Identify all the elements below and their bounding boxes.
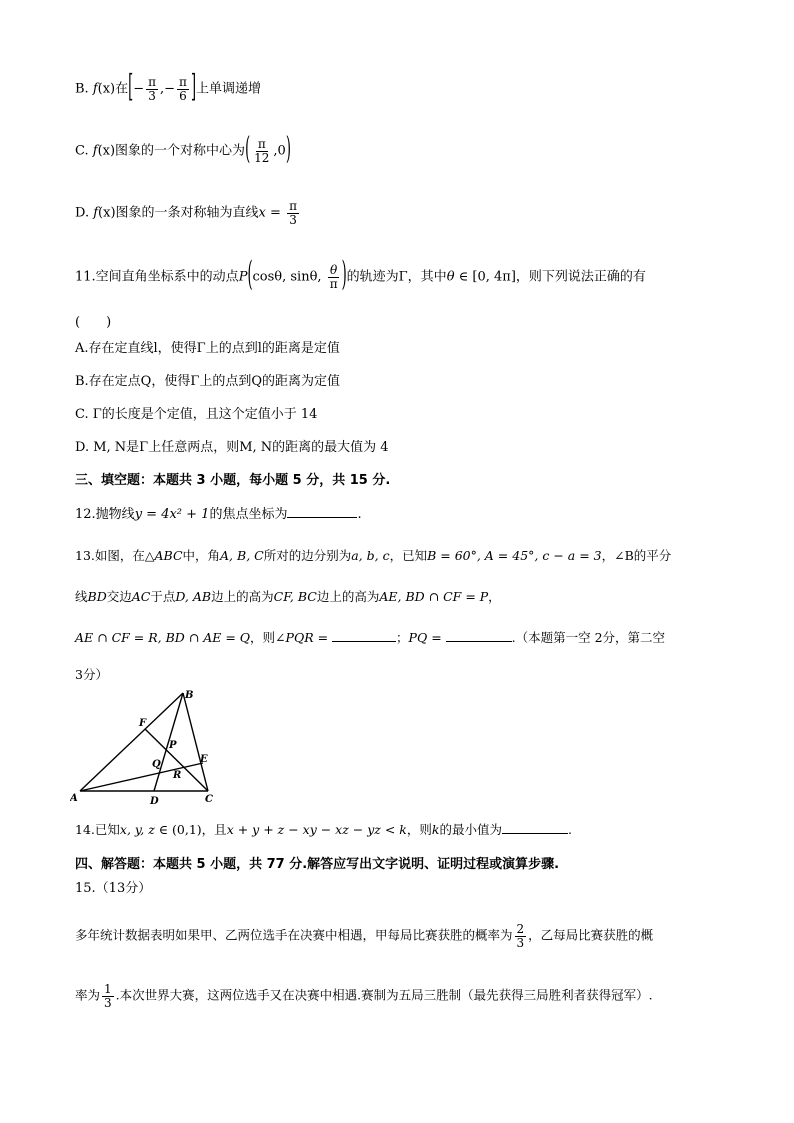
altitude-ae [80, 763, 203, 791]
fraction: $\frac{\pi}{12}$ [254, 137, 270, 165]
side-bc [183, 693, 208, 791]
label-a: A [70, 793, 78, 804]
option-b: B. f(x)在[− $\frac{\pi}{3}$ ,− $\frac{\pi}{6}$ ]上单调递增 [75, 70, 262, 107]
question-12: 12.抛物线y = 4x² + 1的焦点坐标为 . [75, 507, 362, 522]
answer-blank[interactable] [287, 516, 357, 518]
question-15-line2: 率为 $\frac{1}{3}$ .本次世界大赛，这两位选手又在决赛中相遇.赛制为五局三胜制（最先获得三局胜利者获得冠军）. [75, 982, 653, 1010]
fraction: $\frac{1}{3}$ [104, 982, 112, 1010]
label-d: D [150, 796, 159, 807]
fraction: $\frac{\pi}{3}$ [289, 199, 297, 227]
fraction: $\frac{\theta}{\pi}$ [329, 263, 338, 291]
option-11b: B.存在定点Q，使得Γ上的点到Q的距离为定值 [75, 374, 341, 389]
option-11a: A.存在定直线l，使得Γ上的点到l的距离是定值 [75, 341, 340, 356]
answer-blank-2[interactable] [446, 640, 512, 642]
answer-blank-1[interactable] [332, 640, 396, 642]
answer-blank[interactable] [502, 832, 568, 834]
question-13-line2: 线BD交边AC于点D, AB边上的高为CF, BC边上的高为AE, BD ∩ CF = P， [75, 589, 501, 604]
label-e: E [200, 754, 208, 765]
label-p: P [169, 740, 177, 751]
question-14: 14.已知x, y, z ∈ (0,1)，且x + y + z − xy − xz − yz < k，则k的最小值为 . [75, 822, 572, 837]
fraction: $\frac{\pi}{3}$ [148, 75, 157, 103]
function-f: f [92, 81, 98, 97]
triangle-figure [70, 688, 230, 808]
label-c: C [205, 794, 213, 805]
answer-paren: ( ) [75, 315, 112, 330]
label-f: F [139, 718, 147, 729]
label-q: Q [152, 759, 161, 770]
question-13-line1: 13.如图，在△ABC中，角A, B, C所对的边分别为a, b, c，已知B = 60°, A = 45°, c − a = 3，∠B的平分 [75, 548, 672, 563]
question-11: 11.空间直角坐标系中的动点P(cosθ, sinθ, $\frac{\theta}{\pi}$ )的轨迹为Γ，其中θ ∈ [0, 4π]，则下列说法正确的有 [75, 256, 646, 296]
option-d: D. f(x)图象的一条对称轴为直线x = $\frac{\pi}{3}$ [75, 199, 297, 227]
question-13-line3: AE ∩ CF = R, BD ∩ AE = Q，则∠PQR = ；PQ = .（本题第一空 2分，第二空 [75, 630, 666, 645]
option-c: C. f(x)图象的一个对称中心为( $\frac{\pi}{12}$ ,0) [75, 132, 291, 169]
question-15-line1: 多年统计数据表明如果甲、乙两位选手在决赛中相遇，甲每局比赛获胜的概率为 $\frac{2}{3}$ ，乙每局比赛获胜的概 [75, 922, 654, 950]
label-b: B [185, 690, 194, 701]
label-r: R [173, 770, 182, 781]
question-13-line4: 3分） [75, 667, 108, 682]
section-4-heading: 四、解答题：本题共 5 小题，共 77 分.解答应写出文字说明、证明过程或演算步骤. [75, 857, 560, 872]
side-ab [80, 693, 183, 791]
option-11d: D. M, N是Γ上任意两点，则M, N的距离的最大值为 4 [75, 440, 389, 455]
question-15-heading: 15.（13分） [75, 881, 152, 896]
fraction: $\frac{\pi}{6}$ [179, 75, 187, 103]
option-11c: C. Γ的长度是个定值，且这个定值小于 14 [75, 407, 318, 422]
section-3-heading: 三、填空题：本题共 3 小题，每小题 5 分，共 15 分. [75, 473, 391, 488]
fraction: $\frac{2}{3}$ [516, 922, 525, 950]
